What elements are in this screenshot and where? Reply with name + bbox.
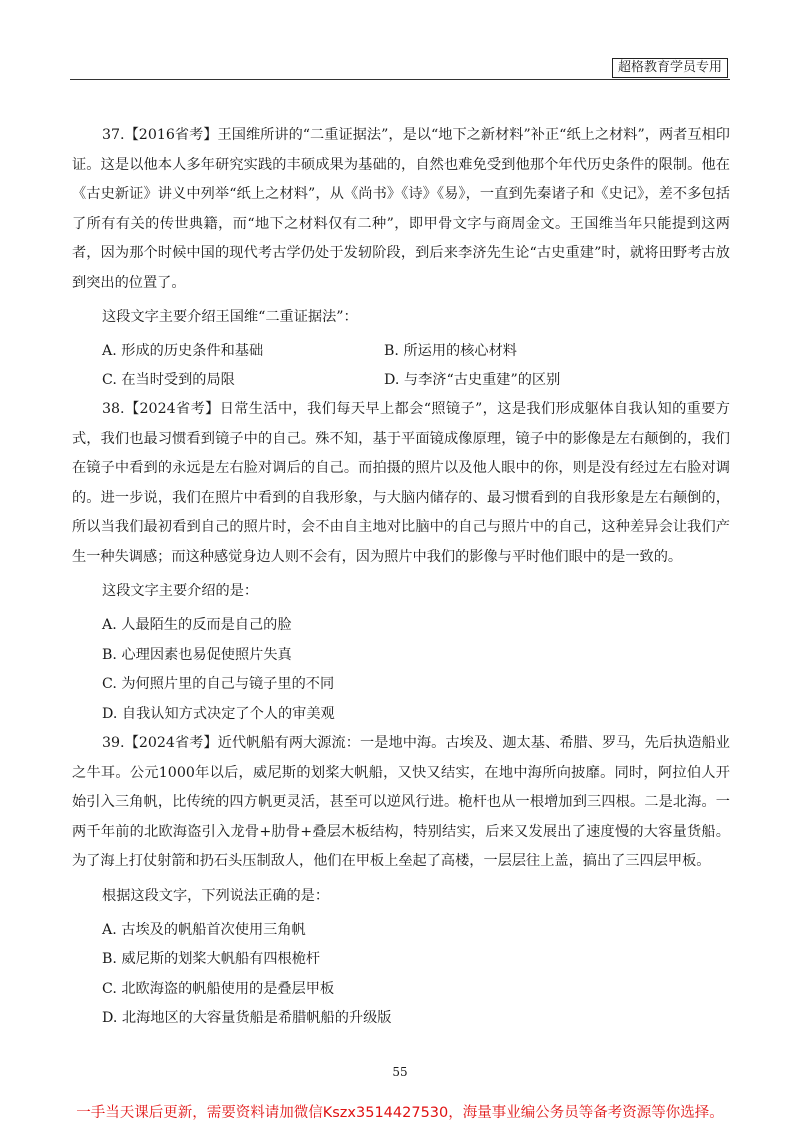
question-38 xyxy=(72,395,730,729)
question-38-stem: 这段文字主要介绍的是： xyxy=(102,583,259,599)
option-d: D. 与李济“古史重建”的区别 xyxy=(384,372,561,388)
page-number: 55 xyxy=(392,1065,408,1079)
question-39-passage: 39.【2024省考】近代帆船有两大源流：一是地中海。古埃及、迦太基、希腊、罗马，先后执造船业之牛耳。公元1000年以后，威尼斯的划桨大帆船，又快又结实，在地中海所向披靡。同时，阿拉伯人开始引入三角帆，比传统的四方帆更灵活，甚至可以逆风行进。桅杆也从一根增加到三四根。二是北海。一两千年前的北欧海盗引入龙骨+肋骨+叠层木板结构，特别结实，后来又发展出了速度慢的大容量货船。为了海上打仗射箭和扔石头压制敌人，他们在甲板上垒起了高楼，一层层往上盖，搞出了三四层甲板。 xyxy=(72,735,730,869)
option-b: B. 心理因素也易促使照片失真 xyxy=(102,646,292,663)
option-a: A. 古埃及的帆船首次使用三角帆 xyxy=(102,921,306,938)
option-c: C. 北欧海盗的帆船使用的是叠层甲板 xyxy=(102,980,335,997)
option-d: D. 北海地区的大容量货船是希腊帆船的升级版 xyxy=(102,1010,392,1026)
question-37-stem: 这段文字主要介绍王国维“二重证据法”： xyxy=(102,309,358,325)
question-37-options xyxy=(72,337,730,395)
question-37-passage: 37.【2016省考】王国维所讲的“二重证据法”，是以“地下之新材料”补正“纸上之材料”，两者互相印证。这是以他本人多年研究实践的丰硕成果为基础的，自然也难免受到他那个年代历史条件的限制。他在《古史新证》讲义中列举“纸上之材料”，从《尚书》《诗》《易》，一直到先秦诸子和《史记》，差不多包括了所有有关的传世典籍，而“地下之材料仅有二种”，即甲骨文字与商周金文。王国维当年只能提到这两者，因为那个时候中国的现代考古学仍处于发轫阶段，到后来李济先生论“古史重建”时，就将田野考古放到突出的位置了。 xyxy=(72,127,730,291)
option-d: D. 自我认知方式决定了个人的审美观 xyxy=(102,705,335,722)
question-39-options xyxy=(72,916,730,1034)
option-a: A. 人最陌生的反而是自己的脸 xyxy=(102,617,292,633)
option-b: B. 威尼斯的划桨大帆船有四根桅杆 xyxy=(102,951,321,967)
header-divider xyxy=(70,79,730,80)
question-38-options xyxy=(72,611,730,729)
question-39 xyxy=(72,729,730,1034)
option-b: B. 所运用的核心材料 xyxy=(384,343,517,359)
page-content xyxy=(72,121,730,1034)
option-a: A. 形成的历史条件和基础 xyxy=(102,343,264,359)
option-c: C. 在当时受到的局限 xyxy=(102,372,235,388)
question-37 xyxy=(72,121,730,395)
option-c: C. 为何照片里的自己与镜子里的不同 xyxy=(102,676,335,692)
footer-notice: 一手当天课后更新，需要资料请加微信Kszx3514427530，海量事业编公务员等备考资源等你选择。 xyxy=(76,1105,724,1121)
question-39-stem: 根据这段文字，下列说法正确的是： xyxy=(102,887,330,904)
question-38-passage: 38.【2024省考】日常生活中，我们每天早上都会“照镜子”，这是我们形成躯体自我认知的重要方式，我们也最习惯看到镜子中的自己。殊不知，基于平面镜成像原理，镜子中的影像是左右颠倒的，我们在镜子中看到的永远是左右脸对调后的自己。而拍摄的照片以及他人眼中的你，则是没有经过左右脸对调的。进一步说，我们在照片中看到的自我形象，与大脑内储存的、最习惯看到的自我形象是左右颠倒的，所以当我们最初看到自己的照片时，会不由自主地对比脑中的自己与照片中的自己，这种差异会让我们产生一种失调感；而这种感觉身边人则不会有，因为照片中我们的影像与平时他们眼中的是一致的。 xyxy=(72,401,730,565)
header-badge: 超格教育学员专用 xyxy=(612,58,728,78)
